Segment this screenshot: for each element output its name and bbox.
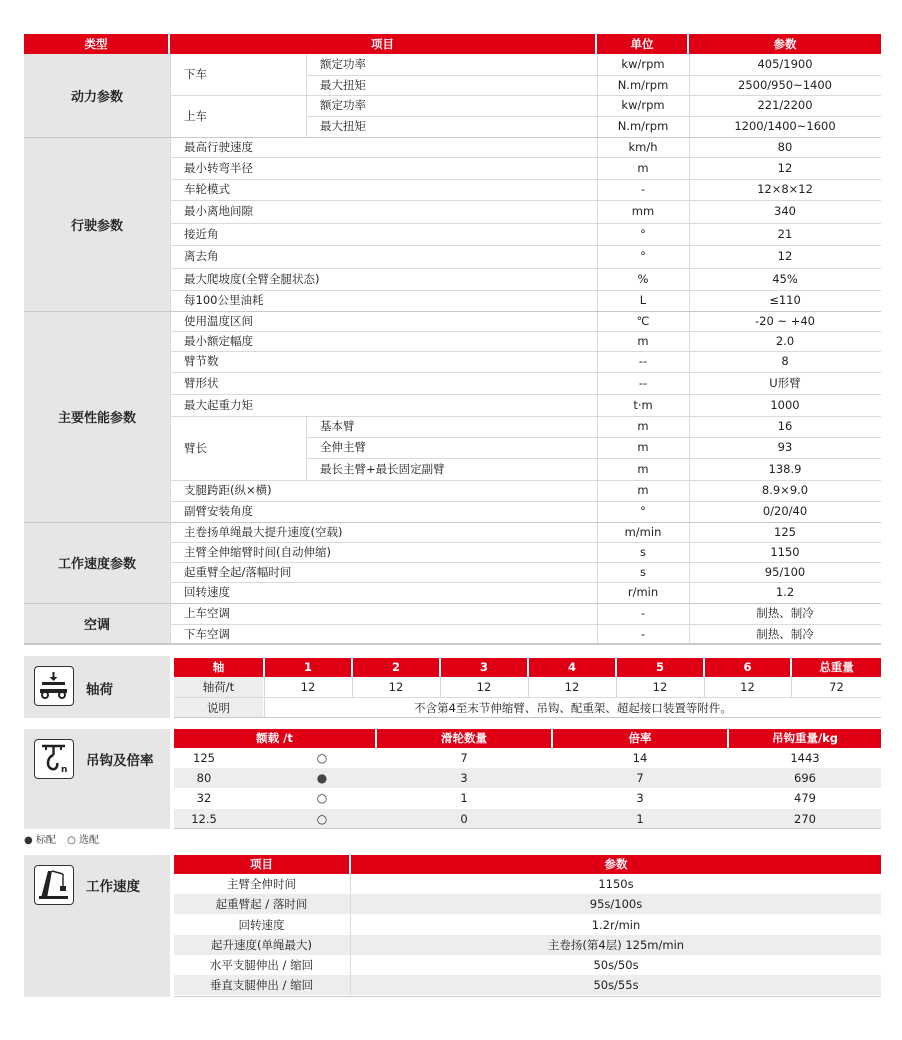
hook-legend	[24, 831, 99, 846]
axle-value: 12	[740, 680, 755, 694]
spec-row-item: 使用温度区间	[184, 314, 253, 328]
hook-pulleys: 0	[460, 812, 468, 826]
spec-row-unit: s	[640, 545, 646, 559]
spec-row-item: 支腿跨距(纵×横)	[184, 483, 272, 497]
spec-row-unit: %	[637, 272, 649, 286]
speed-item: 主臂全伸时间	[227, 877, 296, 891]
spec-row-subitem: 最大扭矩	[320, 119, 366, 133]
spec-category-divider	[24, 522, 881, 524]
spec-row-unit: °	[640, 227, 646, 241]
spec-category	[24, 54, 170, 137]
spec-row-value: 1.2	[775, 585, 795, 599]
axle-row-label: 轴荷/t	[174, 677, 263, 697]
spec-category	[24, 603, 170, 644]
spec-row-value: 340	[774, 204, 796, 218]
axle-value: 12	[300, 680, 316, 694]
axle-header-5: 5	[617, 658, 703, 677]
spec-category-divider	[24, 603, 881, 605]
axle-header-0: 轴	[174, 658, 263, 677]
spec-row-unit: t·m	[633, 398, 653, 412]
speed-value: 50s/50s	[593, 958, 639, 972]
spec-header-1: 项目	[170, 34, 595, 54]
hook-header-1: 滑轮数量	[377, 729, 551, 748]
axle-col-divider	[704, 677, 705, 697]
spec-row-item: 臂节数	[184, 354, 219, 368]
speed-value: 主卷扬(第4层) 125m/min	[547, 938, 685, 952]
hook-load: 12.5	[191, 812, 217, 826]
hook-pulleys: 7	[460, 751, 468, 765]
spec-row-value: 95/100	[764, 565, 806, 579]
spec-header-3: 参数	[689, 34, 881, 54]
spec-row-item: 起重臂全起/落幅时间	[184, 565, 292, 579]
hook-weight: 479	[794, 791, 816, 805]
speed-col-divider	[350, 874, 351, 995]
speed-value: 50s/55s	[593, 978, 639, 992]
axle-note: 不含第4至末节伸缩臂、吊钩、配重架、超起接口装置等附件。	[414, 701, 732, 715]
legend-standard-label: 标配	[35, 835, 56, 846]
spec-row-subitem: 最大扭矩	[320, 78, 366, 92]
spec-row-item: 主臂全伸缩臂时间(自动伸缩)	[184, 545, 331, 559]
axle-header-6: 6	[705, 658, 790, 677]
spec-group-label: 下车	[184, 67, 207, 81]
hook-title: 吊钩及倍率	[86, 753, 154, 769]
spec-row-unit: m	[637, 462, 649, 476]
spec-row-unit: m	[637, 440, 649, 454]
spec-category-divider	[24, 311, 881, 313]
hook-pulleys: 1	[460, 791, 468, 805]
spec-category	[24, 137, 170, 311]
spec-row-item: 车轮模式	[184, 182, 230, 196]
hook-header-3: 吊钩重量/kg	[729, 729, 881, 748]
spec-header-0: 类型	[24, 34, 168, 54]
spec-group-divider	[306, 54, 307, 137]
spec-row-value: 8	[781, 354, 789, 368]
spec-category	[24, 311, 170, 522]
spec-row-value: -20 ~ +40	[755, 314, 815, 328]
work-speed-section	[24, 855, 881, 997]
legend-optional-marker: ○	[67, 835, 76, 846]
spec-row-item: 上车空调	[184, 606, 230, 620]
spec-row-unit: m	[637, 483, 649, 497]
spec-row-unit: -	[640, 627, 646, 641]
speed-item: 水平支腿伸出 / 缩回	[209, 958, 314, 972]
legend-standard-marker: ●	[24, 835, 33, 846]
spec-row-item: 每100公里油耗	[184, 293, 264, 307]
spec-row-value: 1200/1400~1600	[734, 119, 836, 133]
axle-value: 72	[829, 680, 844, 694]
spec-row-unit: m/min	[624, 525, 662, 539]
spec-row-subitem: 基本臂	[320, 419, 355, 433]
spec-category-label: 行驶参数	[70, 218, 123, 234]
spec-row-unit: --	[638, 376, 648, 390]
speed-item: 起重臂起 / 落时间	[215, 897, 308, 911]
spec-row-unit: °	[640, 249, 646, 263]
hook-load: 125	[193, 751, 215, 765]
hook-ratio: 7	[636, 771, 644, 785]
spec-bottom-border	[24, 643, 881, 645]
crane-boom-icon	[34, 865, 74, 905]
spec-group-label: 臂长	[184, 441, 207, 455]
spec-row-value: 45%	[772, 272, 798, 286]
optional-marker: ○	[316, 812, 328, 826]
axle-load-side	[24, 656, 170, 718]
axle-header-4: 4	[529, 658, 615, 677]
spec-row-unit: kw/rpm	[621, 57, 665, 71]
hook-load: 80	[196, 771, 212, 785]
spec-row-unit: --	[638, 354, 648, 368]
axle-header-7: 总重量	[792, 658, 881, 677]
speed-header-0: 项目	[174, 855, 349, 874]
hook-load: 32	[196, 791, 212, 805]
spec-row-value: 221/2200	[757, 98, 813, 112]
speed-value: 1150s	[598, 877, 634, 891]
spec-row-item: 最小转弯半径	[184, 161, 253, 175]
axle-header-1: 1	[265, 658, 351, 677]
spec-row-item: 回转速度	[184, 585, 230, 599]
hook-header-2: 倍率	[553, 729, 727, 748]
spec-row-value: 80	[777, 140, 793, 154]
spec-row-unit: N.m/rpm	[617, 119, 669, 133]
spec-row-item: 最高行驶速度	[184, 140, 253, 154]
spec-row-unit: km/h	[628, 140, 658, 154]
speed-header-1: 参数	[351, 855, 881, 874]
svg-text:n: n	[61, 765, 68, 775]
spec-row-item: 接近角	[184, 227, 219, 241]
spec-row-item: 离去角	[184, 249, 219, 263]
axle-load-title: 轴荷	[86, 682, 113, 698]
spec-row-unit: L	[639, 293, 647, 307]
spec-row-value: 125	[774, 525, 796, 539]
optional-marker: ○	[316, 791, 328, 805]
spec-category-label: 主要性能参数	[57, 411, 136, 426]
spec-category-label: 工作速度参数	[57, 557, 136, 572]
spec-row-value: ≤110	[769, 293, 801, 307]
axle-header-3: 3	[441, 658, 527, 677]
axle-header-2: 2	[353, 658, 439, 677]
axle-note-label: 说明	[174, 698, 263, 718]
axle-col-divider	[528, 677, 529, 697]
hook-side	[24, 729, 170, 829]
speed-item: 起升速度(单绳最大)	[211, 938, 312, 952]
spec-row-unit: N.m/rpm	[617, 78, 669, 92]
spec-row-value: 8.9×9.0	[761, 483, 809, 497]
spec-row-item: 副臂安装角度	[184, 504, 253, 518]
axle-load-section	[24, 656, 881, 718]
spec-category	[24, 522, 170, 603]
hook-ratio: 3	[636, 791, 644, 805]
hook-section	[24, 729, 881, 829]
spec-row-unit: ℃	[636, 314, 650, 328]
speed-item: 垂直支腿伸出 / 缩回	[209, 978, 314, 992]
axle-value: 12	[564, 680, 580, 694]
spec-row-subitem: 最长主臂+最长固定副臂	[320, 462, 445, 476]
hook-ratio: 14	[632, 751, 648, 765]
spec-row-item: 下车空调	[184, 627, 230, 641]
axle-value: 12	[388, 680, 404, 694]
spec-row-unit: m	[637, 419, 649, 433]
spec-row-value: 93	[777, 440, 793, 454]
spec-row-unit: s	[640, 565, 646, 579]
hook-weight: 696	[794, 771, 816, 785]
axle-value: 12	[652, 680, 668, 694]
legend-optional-label: 选配	[79, 835, 100, 846]
spec-row-item: 臂形状	[184, 376, 219, 390]
spec-row-item: 最大爬坡度(全臂全腿状态)	[184, 272, 320, 286]
hook-ratio: 1	[636, 812, 644, 826]
spec-row-value: 2.0	[775, 334, 795, 348]
axle-col-divider	[440, 677, 441, 697]
spec-row-subitem: 额定功率	[320, 57, 366, 71]
axle-col-divider	[352, 677, 353, 697]
spec-category-label: 空调	[83, 618, 110, 633]
hook-pulleys: 3	[460, 771, 468, 785]
spec-row-item: 最大起重力矩	[184, 398, 253, 412]
spec-row-value: 138.9	[768, 462, 802, 476]
spec-row-value: 2500/950~1400	[738, 78, 832, 92]
axle-load-icon	[34, 666, 74, 706]
speed-value: 1.2r/min	[591, 918, 641, 932]
axle-value: 12	[476, 680, 492, 694]
spec-row-value: 12×8×12	[757, 182, 813, 196]
spec-row-item: 主卷扬单绳最大提升速度(空载)	[184, 525, 343, 539]
spec-category-label: 动力参数	[70, 90, 123, 105]
axle-col-divider	[791, 677, 792, 697]
optional-marker: ○	[316, 751, 328, 765]
spec-row-unit: -	[640, 606, 646, 620]
spec-row-unit: r/min	[627, 585, 659, 599]
spec-row-value: 制热、制冷	[756, 627, 814, 641]
spec-row-unit: kw/rpm	[621, 98, 665, 112]
spec-row-item: 最小离地间隙	[184, 204, 253, 218]
spec-row-subitem: 全伸主臂	[320, 440, 366, 454]
hook-bottom-border	[174, 828, 881, 829]
spec-row-value: 制热、制冷	[756, 606, 814, 620]
spec-group-label: 上车	[184, 109, 207, 123]
axle-bottom-border	[174, 717, 881, 718]
spec-row-unit: m	[637, 334, 649, 348]
spec-row-value: 12	[777, 161, 793, 175]
spec-row-item: 最小额定幅度	[184, 334, 253, 348]
spec-row-value: 12	[777, 249, 793, 263]
spec-row-subitem: 额定功率	[320, 98, 366, 112]
spec-col-divider	[170, 54, 171, 644]
work-speed-side	[24, 855, 170, 997]
spec-row-unit: °	[640, 504, 646, 518]
spec-row-value: 16	[777, 419, 793, 433]
spec-row-value: 0/20/40	[762, 504, 808, 518]
spec-row-value: 405/1900	[757, 57, 813, 71]
spec-row-unit: -	[640, 182, 646, 196]
axle-col-divider	[616, 677, 617, 697]
hook-header-0: 额载 /t	[174, 729, 375, 748]
speed-bottom-border	[174, 996, 881, 997]
work-speed-title: 工作速度	[86, 879, 140, 895]
speed-item: 回转速度	[238, 918, 285, 932]
hook-weight: 270	[794, 812, 816, 826]
spec-header-2: 单位	[597, 34, 687, 54]
spec-row-value: 21	[777, 227, 793, 241]
speed-value: 95s/100s	[589, 897, 643, 911]
hook-icon	[34, 739, 74, 779]
spec-category-divider	[24, 137, 881, 139]
standard-marker: ●	[316, 771, 328, 785]
spec-row-value: U形臂	[769, 376, 801, 390]
hook-weight: 1443	[790, 751, 820, 765]
spec-row-unit: mm	[631, 204, 655, 218]
spec-row-unit: m	[637, 161, 649, 175]
spec-row-value: 1000	[770, 398, 800, 412]
spec-row-value: 1150	[770, 545, 800, 559]
spec-group-divider	[306, 416, 307, 480]
